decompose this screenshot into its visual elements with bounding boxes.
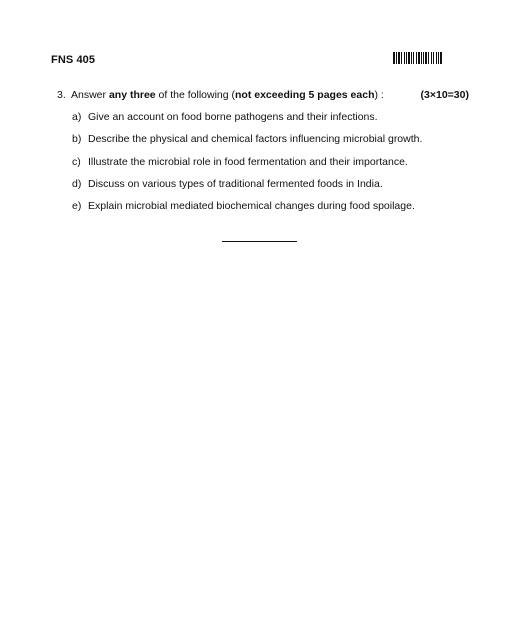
sub-question-a [72, 111, 422, 133]
question-instruction [57, 89, 384, 101]
marks-allocation: (3×10=30) [420, 89, 469, 101]
sub-question-letter: b) [72, 133, 82, 146]
sub-question-letter: d) [72, 177, 82, 190]
sub-question-text: Illustrate the microbial role in food fermentation and their importance. [88, 155, 408, 168]
end-of-paper-rule [222, 241, 297, 242]
sub-question-letter: c) [72, 155, 81, 168]
sub-question-e [72, 200, 422, 222]
instruction-part-2: of the following ( [155, 89, 236, 101]
sub-question-text: Explain microbial mediated biochemical changes during food spoilage. [88, 200, 415, 213]
sub-question-list [72, 111, 422, 222]
instruction-emphasis-2: not exceeding 5 pages each [235, 89, 375, 101]
course-code: FNS 405 [51, 54, 96, 66]
instruction-part-1: Answer [71, 89, 109, 101]
sub-question-d [72, 178, 422, 200]
sub-question-letter: e) [72, 200, 82, 213]
sub-question-b [72, 133, 422, 155]
question-3 [57, 89, 472, 101]
question-instruction-line [57, 89, 472, 101]
sub-question-c [72, 156, 422, 178]
sub-question-letter: a) [72, 111, 82, 123]
sub-question-text: Describe the physical and chemical factors influencing microbial growth. [88, 133, 423, 146]
instruction-emphasis-1: any three [108, 89, 156, 101]
sub-question-text: Discuss on various types of traditional fermented foods in India. [88, 177, 383, 190]
sub-question-text: Give an account on food borne pathogens and their infections. [88, 111, 378, 123]
instruction-part-3: ) : [374, 89, 384, 101]
barcode-image [393, 52, 469, 64]
question-number: 3. [57, 89, 66, 101]
